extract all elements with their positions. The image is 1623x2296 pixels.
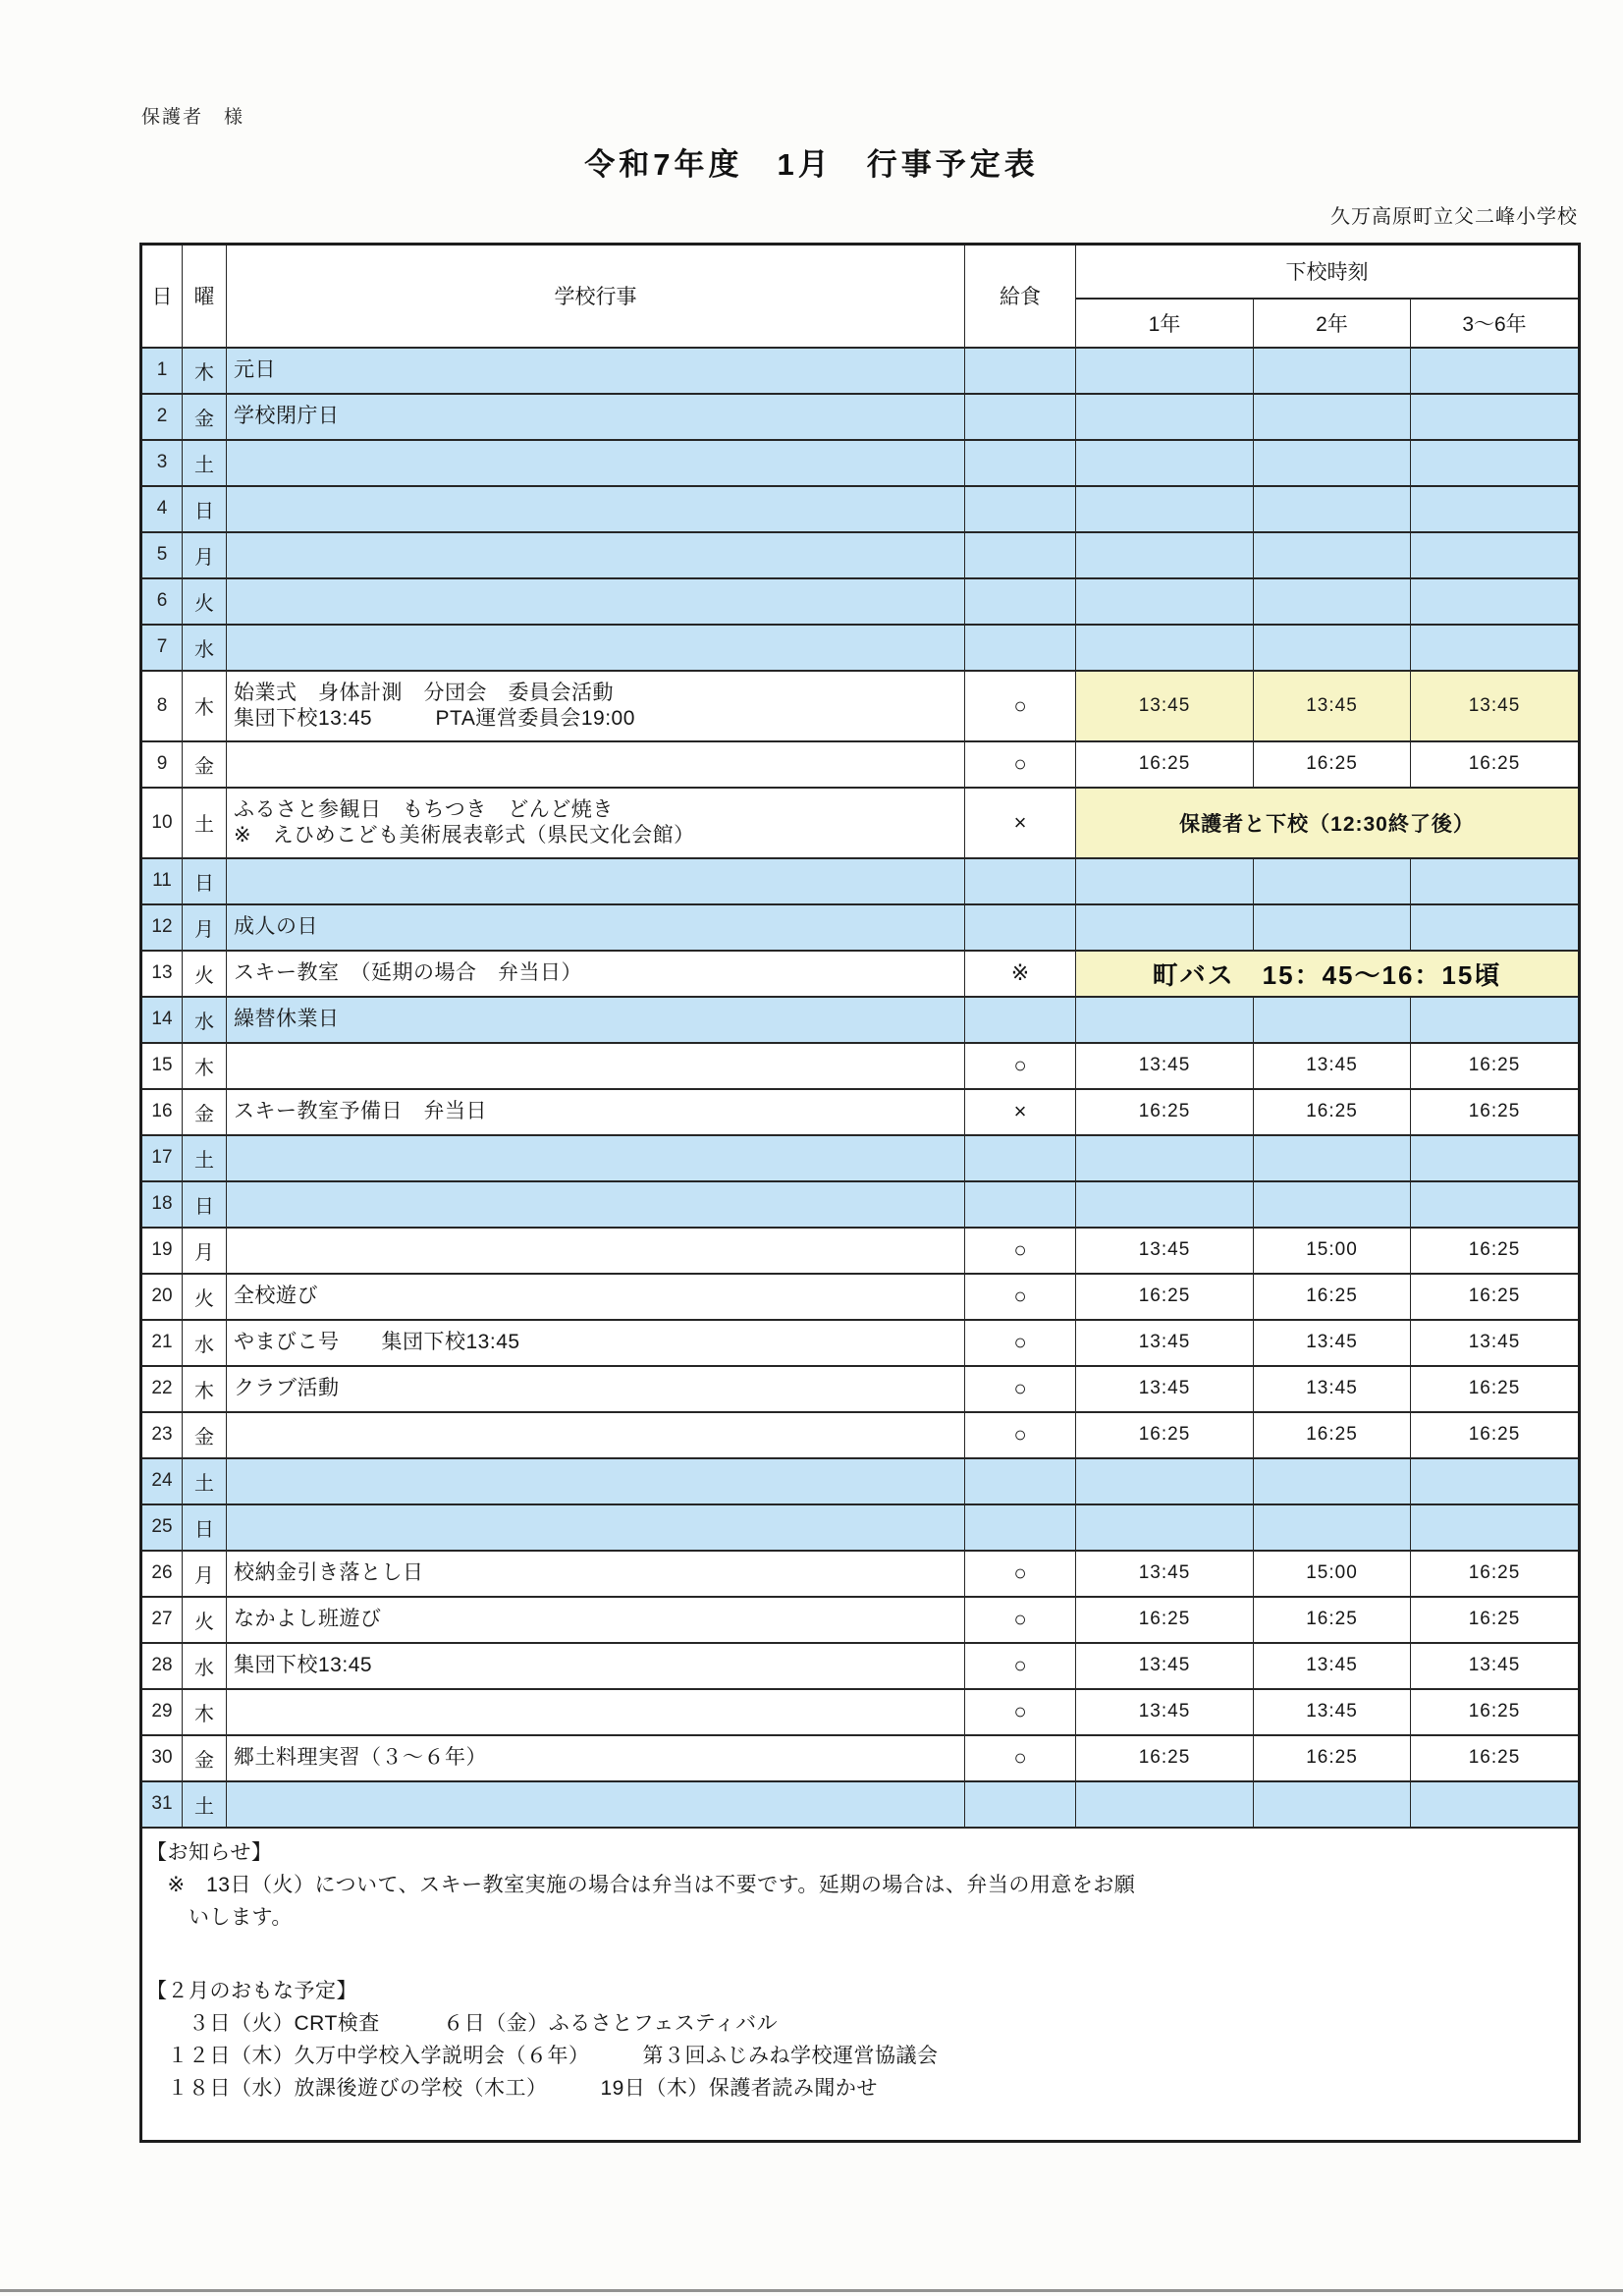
day-cell: 17	[141, 1135, 183, 1181]
weekday-cell: 土	[183, 1135, 227, 1181]
table-row-day-25	[141, 1504, 1580, 1551]
february-header: 【２月のおもな予定】	[146, 1979, 357, 2002]
time-cell-grade2	[1254, 858, 1411, 904]
table-row-day-7	[141, 625, 1580, 671]
event-cell	[227, 1504, 965, 1551]
time-cell-grade2: 16:25	[1254, 1412, 1411, 1458]
weekday-cell: 金	[183, 394, 227, 440]
lunch-cell	[965, 625, 1076, 671]
weekday-cell: 土	[183, 788, 227, 858]
time-cell-grade2	[1254, 1181, 1411, 1228]
table-row-day-14	[141, 997, 1580, 1043]
time-cell-grade1: 16:25	[1076, 1735, 1254, 1781]
time-cell-grade2: 15:00	[1254, 1551, 1411, 1597]
lunch-cell: ○	[965, 1366, 1076, 1412]
event-cell	[227, 1458, 965, 1504]
day-cell: 4	[141, 486, 183, 532]
time-cell-grade3-6	[1411, 1181, 1580, 1228]
event-cell	[227, 532, 965, 578]
time-cell-grade3-6: 16:25	[1411, 741, 1580, 788]
time-cell-grade3-6: 13:45	[1411, 1643, 1580, 1689]
time-cell-grade2: 16:25	[1254, 1597, 1411, 1643]
time-cell-grade3-6: 16:25	[1411, 1043, 1580, 1089]
event-line: 繰替休業日	[234, 1008, 340, 1030]
weekday-cell: 金	[183, 1089, 227, 1135]
time-cell-grade2	[1254, 1781, 1411, 1828]
table-row-day-20	[141, 1274, 1580, 1320]
event-cell	[227, 486, 965, 532]
time-cell-grade3-6	[1411, 1781, 1580, 1828]
col-header-grade2: 2年	[1254, 299, 1411, 348]
time-cell-grade2	[1254, 578, 1411, 625]
table-row-day-18	[141, 1181, 1580, 1228]
day-cell: 19	[141, 1228, 183, 1274]
time-cell-grade3-6	[1411, 997, 1580, 1043]
lunch-cell: ○	[965, 1043, 1076, 1089]
event-line: スキー教室予備日 弁当日	[234, 1100, 487, 1122]
table-row-day-6	[141, 578, 1580, 625]
time-cell-grade1	[1076, 858, 1254, 904]
weekday-cell: 土	[183, 440, 227, 486]
lunch-cell: ○	[965, 1320, 1076, 1366]
time-cell-grade2	[1254, 625, 1411, 671]
time-cell-grade1	[1076, 1458, 1254, 1504]
schedule-table	[139, 243, 1581, 2143]
time-cell-grade3-6: 16:25	[1411, 1274, 1580, 1320]
day-cell: 28	[141, 1643, 183, 1689]
time-cell-grade2	[1254, 348, 1411, 394]
weekday-cell: 月	[183, 904, 227, 951]
day-cell: 6	[141, 578, 183, 625]
table-row-day-24	[141, 1458, 1580, 1504]
lunch-cell: ○	[965, 671, 1076, 741]
event-cell	[227, 1689, 965, 1735]
time-cell-grade1	[1076, 1181, 1254, 1228]
event-line: 元日	[234, 358, 276, 381]
time-cell-grade2	[1254, 1458, 1411, 1504]
event-line: 学校閉庁日	[234, 405, 340, 427]
event-cell	[227, 1597, 965, 1643]
time-cell-grade1	[1076, 1504, 1254, 1551]
time-cell-grade1: 13:45	[1076, 1320, 1254, 1366]
lunch-cell	[965, 578, 1076, 625]
event-cell	[227, 1089, 965, 1135]
table-row-day-8	[141, 671, 1580, 741]
table-row-day-4	[141, 486, 1580, 532]
day-cell: 12	[141, 904, 183, 951]
time-cell-grade3-6	[1411, 904, 1580, 951]
time-cell-grade3-6	[1411, 486, 1580, 532]
time-cell-grade1	[1076, 625, 1254, 671]
day-cell: 15	[141, 1043, 183, 1089]
day-cell: 14	[141, 997, 183, 1043]
lunch-cell	[965, 997, 1076, 1043]
weekday-cell: 木	[183, 1043, 227, 1089]
table-row-day-26	[141, 1551, 1580, 1597]
day-cell: 25	[141, 1504, 183, 1551]
lunch-cell: ○	[965, 1643, 1076, 1689]
event-cell	[227, 1366, 965, 1412]
weekday-cell: 月	[183, 532, 227, 578]
col-header-dismissal: 下校時刻	[1076, 245, 1580, 299]
notice-line: いします。	[146, 1905, 293, 1929]
day-cell: 3	[141, 440, 183, 486]
event-line: やまびこ号 集団下校13:45	[234, 1331, 520, 1353]
lunch-cell	[965, 1181, 1076, 1228]
weekday-cell: 土	[183, 1781, 227, 1828]
weekday-cell: 木	[183, 671, 227, 741]
time-cell-grade2: 16:25	[1254, 1274, 1411, 1320]
notices-row	[141, 1828, 1580, 2142]
time-cell-grade2: 13:45	[1254, 671, 1411, 741]
event-line: 成人の日	[234, 915, 318, 938]
time-cell-grade1: 16:25	[1076, 1274, 1254, 1320]
event-line: 始業式 身体計測 分団会 委員会活動	[234, 681, 614, 704]
lunch-cell	[965, 348, 1076, 394]
lunch-cell: ○	[965, 1412, 1076, 1458]
day-cell: 18	[141, 1181, 183, 1228]
time-cell-grade3-6: 16:25	[1411, 1228, 1580, 1274]
february-line: ３日（火）CRT検査 ６日（金）ふるさとフェスティバル	[146, 2011, 779, 2035]
weekday-cell: 火	[183, 1274, 227, 1320]
time-cell-grade2: 13:45	[1254, 1366, 1411, 1412]
day-cell: 21	[141, 1320, 183, 1366]
time-cell-grade3-6: 16:25	[1411, 1366, 1580, 1412]
table-row-day-5	[141, 532, 1580, 578]
event-cell	[227, 1181, 965, 1228]
lunch-cell	[965, 858, 1076, 904]
weekday-cell: 日	[183, 858, 227, 904]
table-row-day-29	[141, 1689, 1580, 1735]
time-cell-grade2: 13:45	[1254, 1643, 1411, 1689]
event-cell	[227, 440, 965, 486]
time-cell-grade1	[1076, 348, 1254, 394]
time-cell-grade3-6	[1411, 578, 1580, 625]
col-header-grade1: 1年	[1076, 299, 1254, 348]
february-line: １８日（水）放課後遊びの学校（木工） 19日（木）保護者読み聞かせ	[146, 2076, 878, 2100]
col-header-grade3-6: 3～6年	[1411, 299, 1580, 348]
table-row-day-15	[141, 1043, 1580, 1089]
time-cell-grade1	[1076, 440, 1254, 486]
weekday-cell: 日	[183, 1181, 227, 1228]
time-cell-grade2	[1254, 440, 1411, 486]
table-row-day-30	[141, 1735, 1580, 1781]
event-cell	[227, 578, 965, 625]
time-cell-grade3-6	[1411, 1135, 1580, 1181]
event-line: 校納金引き落とし日	[234, 1561, 424, 1584]
lunch-cell: ○	[965, 1689, 1076, 1735]
event-line: 郷土料理実習（３～６年）	[234, 1746, 487, 1769]
lunch-cell	[965, 904, 1076, 951]
notices-section	[141, 1828, 1580, 2142]
event-cell	[227, 1320, 965, 1366]
event-cell	[227, 1043, 965, 1089]
lunch-cell: ○	[965, 1551, 1076, 1597]
time-cell-grade1: 13:45	[1076, 1643, 1254, 1689]
table-row-day-3	[141, 440, 1580, 486]
table-row-day-1	[141, 348, 1580, 394]
day-cell: 9	[141, 741, 183, 788]
weekday-cell: 水	[183, 625, 227, 671]
school-name: 久万高原町立父二峰小学校	[1330, 206, 1578, 228]
time-cell-grade1: 13:45	[1076, 1551, 1254, 1597]
weekday-cell: 日	[183, 486, 227, 532]
time-cell-grade2	[1254, 532, 1411, 578]
time-cell-grade2	[1254, 394, 1411, 440]
day-cell: 31	[141, 1781, 183, 1828]
time-cell-grade3-6	[1411, 348, 1580, 394]
weekday-cell: 水	[183, 1643, 227, 1689]
day-cell: 29	[141, 1689, 183, 1735]
header-row-top	[141, 245, 1580, 299]
col-header-events: 学校行事	[227, 245, 965, 348]
time-cell-grade3-6: 16:25	[1411, 1597, 1580, 1643]
table-row-day-11	[141, 858, 1580, 904]
lunch-cell: ○	[965, 1597, 1076, 1643]
col-header-day: 日	[141, 245, 183, 348]
time-cell-grade2: 13:45	[1254, 1043, 1411, 1089]
day-cell: 16	[141, 1089, 183, 1135]
time-cell-grade2	[1254, 997, 1411, 1043]
event-cell	[227, 1643, 965, 1689]
time-cell-grade2	[1254, 1504, 1411, 1551]
weekday-cell: 金	[183, 741, 227, 788]
time-cell-grade1: 13:45	[1076, 1043, 1254, 1089]
day-cell: 24	[141, 1458, 183, 1504]
table-row-day-31	[141, 1781, 1580, 1828]
table-row-day-28	[141, 1643, 1580, 1689]
table-row-day-21	[141, 1320, 1580, 1366]
day-cell: 11	[141, 858, 183, 904]
table-row-day-17	[141, 1135, 1580, 1181]
weekday-cell: 月	[183, 1228, 227, 1274]
lunch-cell: ○	[965, 741, 1076, 788]
time-cell-grade1	[1076, 486, 1254, 532]
day-cell: 20	[141, 1274, 183, 1320]
weekday-cell: 水	[183, 997, 227, 1043]
lunch-cell: ※	[965, 951, 1076, 997]
page-title: 令和7年度 1月 行事予定表	[584, 147, 1039, 182]
time-cell-grade3-6: 16:25	[1411, 1412, 1580, 1458]
table-row-day-10	[141, 788, 1580, 858]
table-row-day-22	[141, 1366, 1580, 1412]
time-cell-grade3-6	[1411, 1458, 1580, 1504]
time-cell-grade3-6: 13:45	[1411, 1320, 1580, 1366]
day-cell: 5	[141, 532, 183, 578]
lunch-cell: ×	[965, 1089, 1076, 1135]
time-cell-grade3-6: 16:25	[1411, 1735, 1580, 1781]
weekday-cell: 土	[183, 1458, 227, 1504]
time-cell-grade3-6	[1411, 1504, 1580, 1551]
time-cell-grade2: 16:25	[1254, 1735, 1411, 1781]
event-line: 集団下校13:45 PTA運営委員会19:00	[234, 706, 635, 730]
event-line: 全校遊び	[234, 1285, 318, 1307]
lunch-cell: ○	[965, 1735, 1076, 1781]
lunch-cell: ×	[965, 788, 1076, 858]
event-line: 集団下校13:45	[234, 1654, 373, 1676]
time-cell-grade1	[1076, 904, 1254, 951]
table-row-day-16	[141, 1089, 1580, 1135]
event-cell	[227, 625, 965, 671]
time-cell-grade2: 13:45	[1254, 1320, 1411, 1366]
recipient-label: 保護者 様	[141, 107, 245, 128]
table-row-day-19	[141, 1228, 1580, 1274]
event-cell	[227, 1274, 965, 1320]
time-cell-grade2: 16:25	[1254, 1089, 1411, 1135]
day-cell: 7	[141, 625, 183, 671]
time-cell-grade1: 13:45	[1076, 1366, 1254, 1412]
table-row-day-2	[141, 394, 1580, 440]
time-cell-grade2	[1254, 1135, 1411, 1181]
time-cell-grade1: 16:25	[1076, 741, 1254, 788]
dismissal-span-cell: 保護者と下校（12:30終了後）	[1076, 788, 1580, 858]
event-cell	[227, 1735, 965, 1781]
table-row-day-23	[141, 1412, 1580, 1458]
scan-bottom-edge	[0, 2289, 1623, 2292]
event-cell	[227, 1551, 965, 1597]
time-cell-grade3-6	[1411, 858, 1580, 904]
day-cell: 22	[141, 1366, 183, 1412]
day-cell: 27	[141, 1597, 183, 1643]
col-header-weekday: 曜	[183, 245, 227, 348]
time-cell-grade1	[1076, 997, 1254, 1043]
time-cell-grade3-6	[1411, 394, 1580, 440]
time-cell-grade1	[1076, 532, 1254, 578]
time-cell-grade1	[1076, 394, 1254, 440]
time-cell-grade3-6: 16:25	[1411, 1551, 1580, 1597]
weekday-cell: 火	[183, 578, 227, 625]
time-cell-grade3-6	[1411, 532, 1580, 578]
weekday-cell: 日	[183, 1504, 227, 1551]
time-cell-grade3-6: 16:25	[1411, 1689, 1580, 1735]
time-cell-grade1	[1076, 1781, 1254, 1828]
lunch-cell	[965, 1781, 1076, 1828]
time-cell-grade2	[1254, 904, 1411, 951]
day-cell: 2	[141, 394, 183, 440]
lunch-cell	[965, 486, 1076, 532]
time-cell-grade1	[1076, 1135, 1254, 1181]
event-cell	[227, 741, 965, 788]
lunch-cell	[965, 1135, 1076, 1181]
time-cell-grade3-6	[1411, 625, 1580, 671]
event-cell	[227, 788, 965, 858]
time-cell-grade2: 13:45	[1254, 1689, 1411, 1735]
time-cell-grade1	[1076, 578, 1254, 625]
table-row-day-27	[141, 1597, 1580, 1643]
weekday-cell: 火	[183, 951, 227, 997]
lunch-cell: ○	[965, 1228, 1076, 1274]
event-cell	[227, 858, 965, 904]
table-row-day-13	[141, 951, 1580, 997]
day-cell: 8	[141, 671, 183, 741]
event-line: ふるさと参観日 もちつき どんど焼き	[234, 797, 614, 821]
event-cell	[227, 348, 965, 394]
day-cell: 30	[141, 1735, 183, 1781]
dismissal-span-cell: 町バス 15：45～16：15頃	[1076, 951, 1580, 997]
february-line: １２日（木）久万中学校入学説明会（６年） 第３回ふじみね学校運営協議会	[146, 2044, 939, 2067]
time-cell-grade1: 13:45	[1076, 1228, 1254, 1274]
weekday-cell: 金	[183, 1412, 227, 1458]
time-cell-grade1: 16:25	[1076, 1412, 1254, 1458]
weekday-cell: 水	[183, 1320, 227, 1366]
event-cell	[227, 951, 965, 997]
time-cell-grade2: 15:00	[1254, 1228, 1411, 1274]
day-cell: 13	[141, 951, 183, 997]
event-line: なかよし班遊び	[234, 1608, 382, 1630]
day-cell: 10	[141, 788, 183, 858]
weekday-cell: 木	[183, 1366, 227, 1412]
lunch-cell	[965, 1458, 1076, 1504]
time-cell-grade3-6	[1411, 440, 1580, 486]
event-cell	[227, 997, 965, 1043]
time-cell-grade2	[1254, 486, 1411, 532]
time-cell-grade1: 13:45	[1076, 1689, 1254, 1735]
time-cell-grade3-6: 16:25	[1411, 1089, 1580, 1135]
event-line: スキー教室 （延期の場合 弁当日）	[234, 961, 582, 984]
day-cell: 23	[141, 1412, 183, 1458]
lunch-cell	[965, 440, 1076, 486]
lunch-cell	[965, 532, 1076, 578]
weekday-cell: 月	[183, 1551, 227, 1597]
lunch-cell	[965, 1504, 1076, 1551]
lunch-cell	[965, 394, 1076, 440]
col-header-lunch: 給食	[965, 245, 1076, 348]
weekday-cell: 火	[183, 1597, 227, 1643]
notice-header: 【お知らせ】	[146, 1840, 273, 1864]
event-line: ※ えひめこども美術展表彰式（県民文化会館）	[234, 823, 695, 847]
event-cell	[227, 394, 965, 440]
time-cell-grade1: 13:45	[1076, 671, 1254, 741]
event-cell	[227, 671, 965, 741]
event-cell	[227, 1135, 965, 1181]
table-row-day-12	[141, 904, 1580, 951]
day-cell: 26	[141, 1551, 183, 1597]
event-cell	[227, 1228, 965, 1274]
weekday-cell: 木	[183, 1689, 227, 1735]
table-row-day-9	[141, 741, 1580, 788]
event-cell	[227, 1412, 965, 1458]
time-cell-grade3-6: 13:45	[1411, 671, 1580, 741]
time-cell-grade1: 16:25	[1076, 1089, 1254, 1135]
event-line: クラブ活動	[234, 1377, 340, 1399]
weekday-cell: 木	[183, 348, 227, 394]
time-cell-grade1: 16:25	[1076, 1597, 1254, 1643]
lunch-cell: ○	[965, 1274, 1076, 1320]
spacer	[146, 1934, 1568, 1975]
weekday-cell: 金	[183, 1735, 227, 1781]
event-cell	[227, 1781, 965, 1828]
event-cell	[227, 904, 965, 951]
day-cell: 1	[141, 348, 183, 394]
time-cell-grade2: 16:25	[1254, 741, 1411, 788]
notice-line: ※ 13日（火）について、スキー教室実施の場合は弁当は不要です。延期の場合は、弁当の用意をお願	[146, 1873, 1136, 1896]
